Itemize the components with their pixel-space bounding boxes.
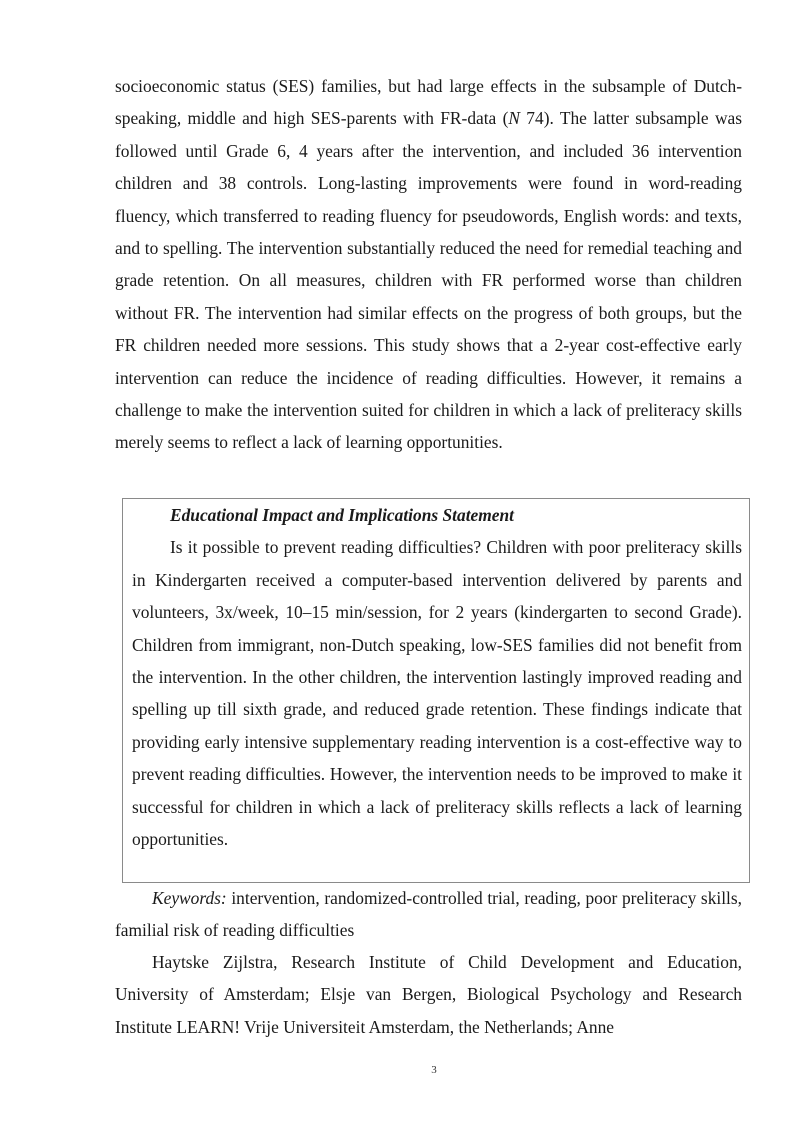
impact-statement-box bbox=[122, 498, 750, 883]
abstract-text-part2: 74). The latter subsample was followed until Grade 6, 4 years after the intervention, and included 36 intervention children and 38 controls. Long-lasting improvements were found in word-reading fluency, which transferred to reading fluency for pseudowords, English words: and texts, and to spelling. The intervention substantially reduced the need for remedial teaching and grade retention. On all measures, children with FR performed worse than children without FR. The intervention had similar effects on the progress of both groups, but the FR children needed more sessions. This study shows that a 2-year cost-effective early intervention can reduce the incidence of reading difficulties. However, it remains a challenge to make the intervention suited for children in which a lack of preliteracy skills merely seems to reflect a lack of learning opportunities. bbox=[115, 108, 742, 453]
keywords-list: intervention, randomized-controlled trial, reading, poor preliteracy skills, familial risk of reading difficulties bbox=[115, 888, 742, 941]
impact-statement-body: Is it possible to prevent reading difficulties? Children with poor preliteracy skills in Kindergarten received a computer-based intervention delivered by parents and volunteers, 3x/week, 10–15 min/session, for 2 years (kindergarten to second Grade). Children from immigrant, non-Dutch speaking, low-SES families did not benefit from the intervention. In the other children, the intervention lastingly improved reading and spelling up till sixth grade, and reduced grade retention. These findings indicate that providing early intensive supplementary reading intervention is a cost-effective way to prevent reading difficulties. However, the intervention needs to be improved to make it successful for children in which a lack of preliteracy skills reflects a lack of learning opportunities. bbox=[132, 537, 742, 850]
abstract-continuation bbox=[115, 70, 742, 459]
page-number: 3 bbox=[431, 1064, 437, 1076]
keywords-paragraph bbox=[115, 882, 742, 947]
keywords-label: Keywords: bbox=[152, 888, 227, 908]
keywords-section bbox=[115, 882, 742, 947]
sample-size-symbol: N bbox=[508, 108, 520, 129]
author-affiliations bbox=[115, 946, 742, 1043]
abstract-text-part1: socioeconomic status (SES) families, but had large effects in the subsample of Dutch-speaking, middle and high SES-parents with FR-data ( bbox=[115, 76, 742, 129]
impact-statement-title: Educational Impact and Implications Statement bbox=[170, 505, 514, 525]
abstract-paragraph bbox=[115, 70, 742, 459]
author-affiliations-paragraph: Haytske Zijlstra, Research Institute of Child Development and Education, University of Amsterdam; Elsje van Bergen, Biological Psychology and Research Institute LEARN! Vrije Universiteit Amsterdam, the Netherlands; Anne bbox=[115, 952, 742, 1037]
